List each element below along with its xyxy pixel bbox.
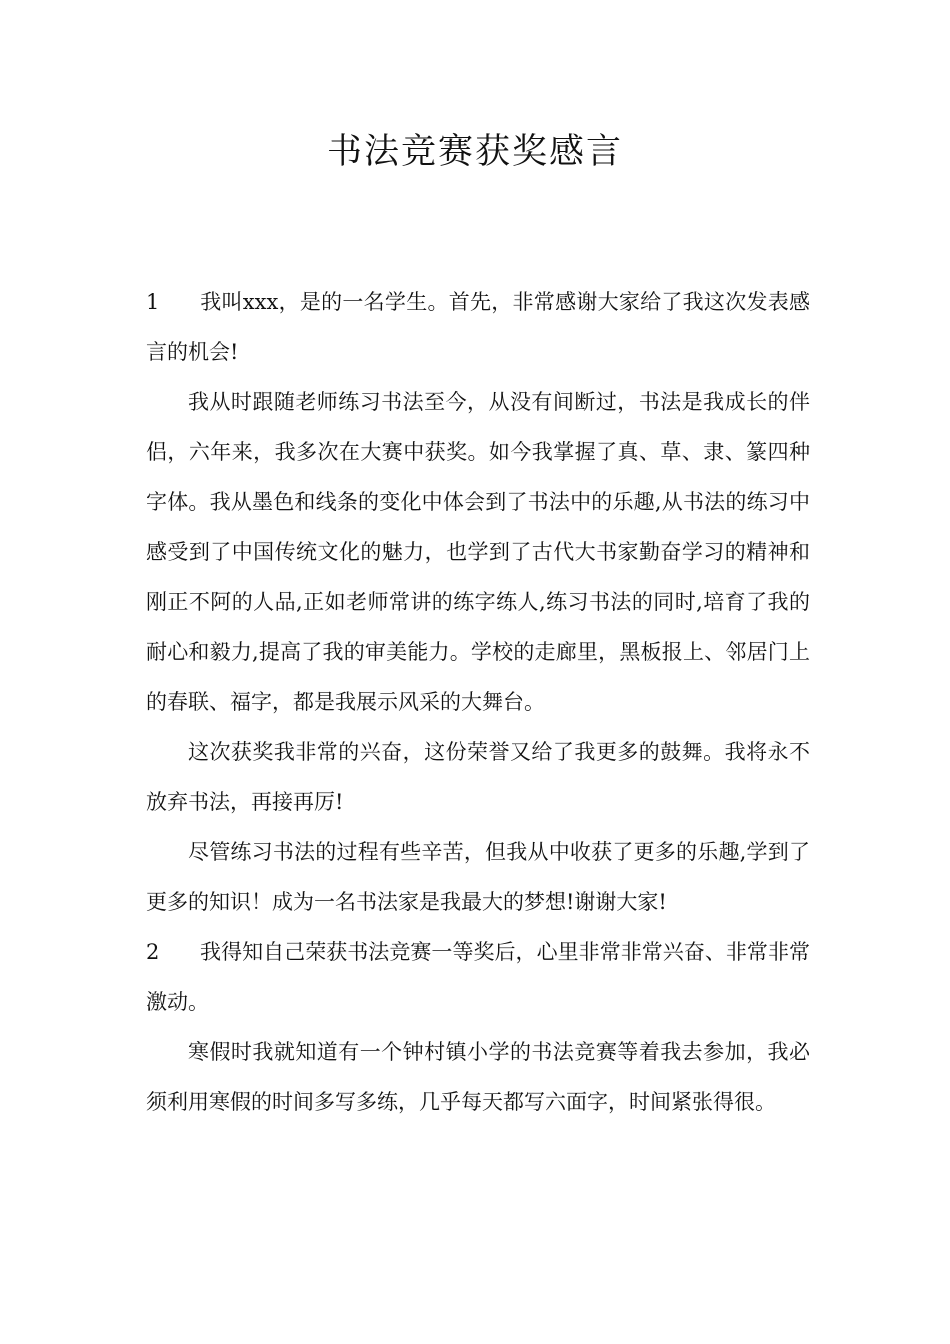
section-1-paragraph-4: 尽管练习书法的过程有些辛苦，但我从中收获了更多的乐趣,学到了更多的知识！成为一名书法家是我最大的梦想!谢谢大家!	[146, 840, 810, 914]
section-1-paragraph-3: 这次获奖我非常的兴奋，这份荣誉又给了我更多的鼓舞。我将永不放弃书法，再接再厉!	[146, 740, 810, 814]
section-number: 1	[146, 290, 160, 314]
paragraph-text: 我得知自己荣获书法竞赛一等奖后，心里非常非常兴奋、非常非常激动。	[146, 940, 810, 1014]
section-number: 2	[146, 940, 160, 964]
document-title: 书法竞赛获奖感言	[326, 132, 623, 172]
section-1-paragraph-1	[146, 277, 810, 377]
paragraph-text: 我叫xxx，是的一名学生。首先，非常感谢大家给了我这次发表感言的机会!	[146, 290, 810, 364]
document-body	[146, 277, 810, 1127]
section-2-paragraph-1	[146, 927, 810, 1027]
section-1-paragraph-2: 我从时跟随老师练习书法至今，从没有间断过，书法是我成长的伴侣，六年来，我多次在大赛中获奖。如今我掌握了真、草、隶、篆四种字体。我从墨色和线条的变化中体会到了书法中的乐趣,从书法的练习中感受到了中国传统文化的魅力，也学到了古代大书家勤奋学习的精神和刚正不阿的人品,正如老师常讲的练字练人,练习书法的同时,培育了我的耐心和毅力,提高了我的审美能力。学校的走廊里，黑板报上、邻居门上的春联、福字，都是我展示风采的大舞台。	[146, 390, 810, 714]
section-2-paragraph-2: 寒假时我就知道有一个钟村镇小学的书法竞赛等着我去参加，我必须利用寒假的时间多写多练，几乎每天都写六面字，时间紧张得很。	[146, 1040, 810, 1114]
